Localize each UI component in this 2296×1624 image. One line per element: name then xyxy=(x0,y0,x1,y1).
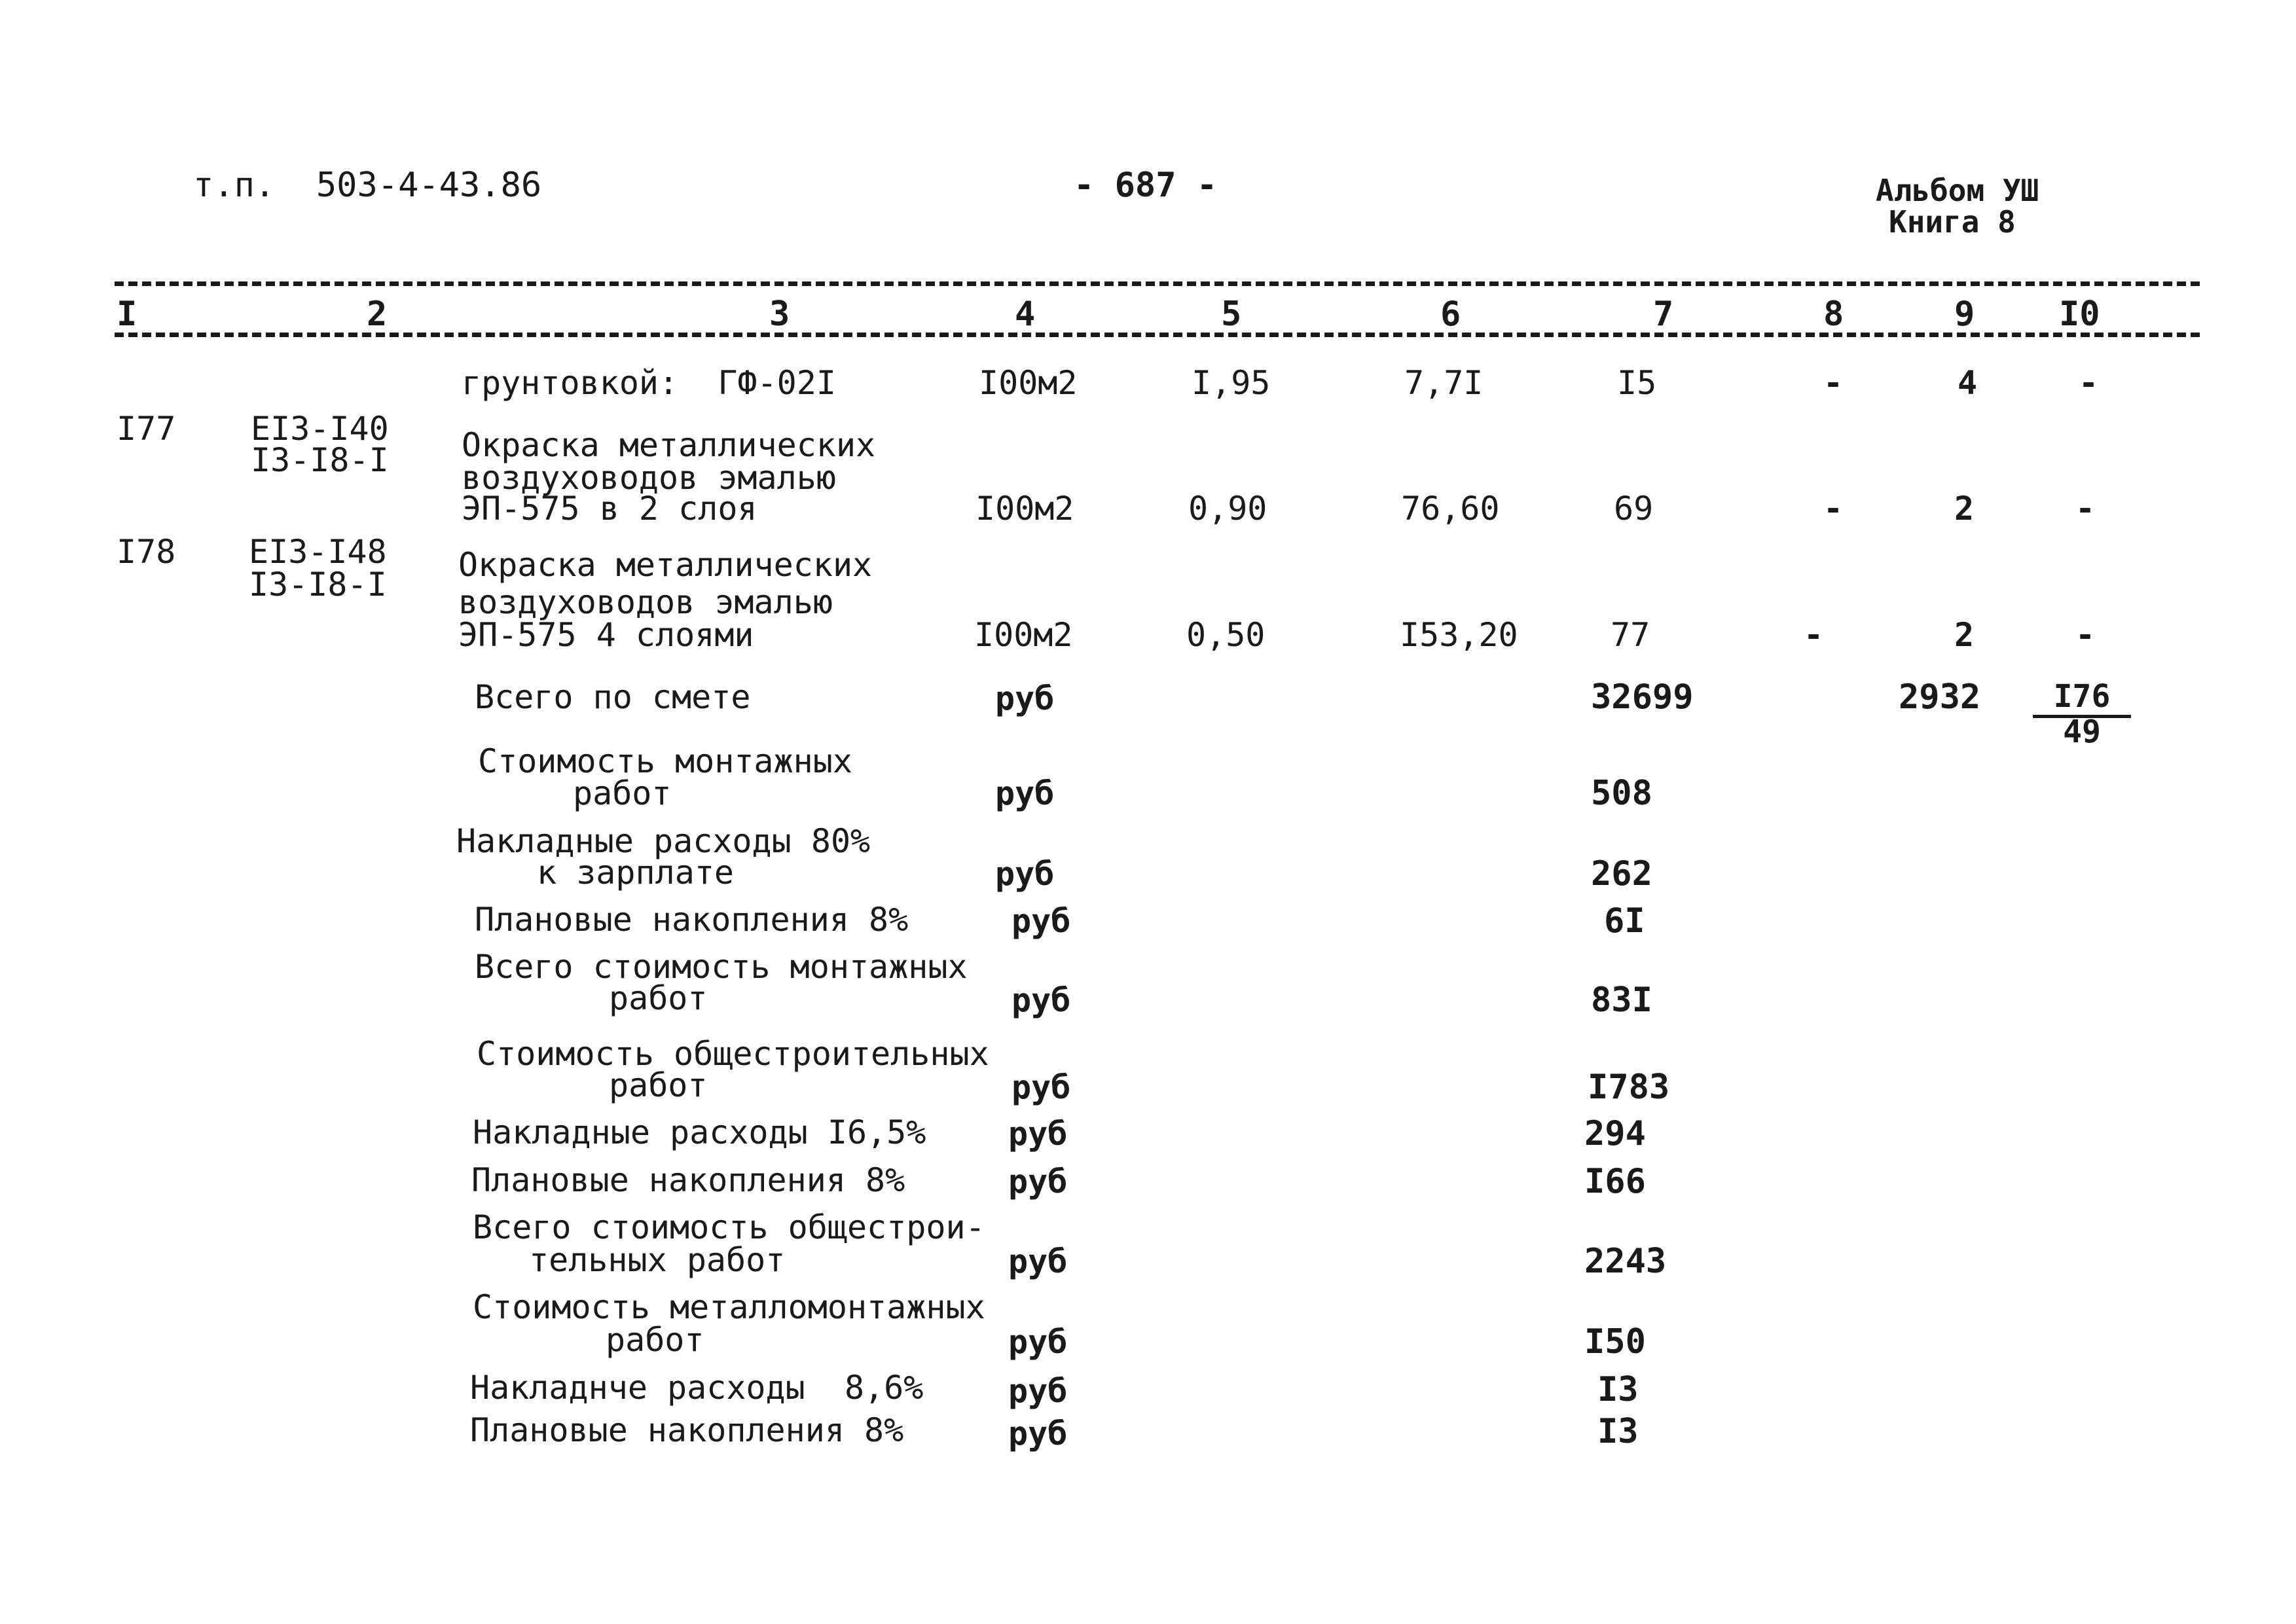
book-label: Книга 8 xyxy=(1889,204,2016,240)
summary2-unit: руб xyxy=(995,855,1055,893)
summary4-label-line2: работ xyxy=(609,979,708,1017)
summary4-label-line1: Всего стоимость монтажных xyxy=(475,948,968,986)
row0-qty: I,95 xyxy=(1192,364,1271,402)
summary4-col7: 83I xyxy=(1591,981,1652,1020)
row2-col10: - xyxy=(2075,616,2096,654)
summary2-label-line2: к зарплате xyxy=(537,854,735,892)
summary4-unit: руб xyxy=(1011,981,1071,1019)
row2-name-line3: ЭП-575 4 слоями xyxy=(458,616,754,654)
row2-price: I53,20 xyxy=(1400,616,1518,654)
summary6-label: Накладные расходы I6,5% xyxy=(473,1113,926,1151)
row1-col9: 2 xyxy=(1954,490,1975,528)
summary0-col10-denominator: 49 xyxy=(2063,713,2101,750)
row1-name-line3: ЭП-575 в 2 слоя xyxy=(462,490,757,528)
row1-col8: - xyxy=(1823,490,1844,528)
summary5-label-line1: Стоимость общестроительных xyxy=(477,1035,989,1073)
summary2-col7: 262 xyxy=(1591,854,1652,893)
row1-col10: - xyxy=(2075,490,2096,528)
col-header-10: I0 xyxy=(2059,295,2100,334)
col-header-1: I xyxy=(117,295,137,334)
row2-number: I78 xyxy=(117,533,176,571)
row1-total: 69 xyxy=(1614,490,1654,528)
summary8-label-line2: тельных работ xyxy=(529,1241,786,1279)
col-header-2: 2 xyxy=(367,295,388,334)
row1-unit: I00м2 xyxy=(975,490,1074,528)
row2-name-line1: Окраска металлических xyxy=(458,546,873,584)
row2-total: 77 xyxy=(1611,616,1650,654)
row0-col8: - xyxy=(1823,364,1844,402)
row0-unit: I00м2 xyxy=(979,364,1078,402)
row1-code1: EI3-I40 xyxy=(251,410,389,448)
header-bottom-rule xyxy=(115,333,2200,337)
summary7-label: Плановые накопления 8% xyxy=(471,1161,905,1199)
summary1-label-line1: Стоимость монтажных xyxy=(478,742,852,780)
summary0-col7: 32699 xyxy=(1591,677,1694,717)
summary8-label-line1: Всего стоимость общестрои- xyxy=(473,1208,985,1246)
summary5-col7: I783 xyxy=(1588,1068,1670,1107)
row1-name-line2: воздуховодов эмалью xyxy=(462,459,836,497)
summary6-col7: 294 xyxy=(1584,1114,1646,1153)
row2-code2: I3-I8-I xyxy=(249,566,387,604)
col-header-5: 5 xyxy=(1221,295,1242,334)
summary3-col7: 6I xyxy=(1604,901,1645,941)
summary0-col10-numerator: I76 xyxy=(2053,678,2111,715)
summary11-col7: I3 xyxy=(1597,1412,1639,1451)
summary3-unit: руб xyxy=(1011,902,1071,940)
summary6-unit: руб xyxy=(1008,1115,1068,1153)
document-code: т.п. 503-4-43.86 xyxy=(193,166,542,205)
summary0-col9: 2932 xyxy=(1899,677,1981,717)
col-header-8: 8 xyxy=(1823,295,1844,334)
summary11-label: Плановые накопления 8% xyxy=(470,1411,904,1449)
col-header-9: 9 xyxy=(1954,295,1975,334)
summary8-unit: руб xyxy=(1008,1242,1068,1280)
col-header-3: 3 xyxy=(769,295,790,334)
col-header-7: 7 xyxy=(1653,295,1674,334)
row1-number: I77 xyxy=(117,410,176,448)
summary0-label: Всего по смете xyxy=(475,678,751,716)
page-number: - 687 - xyxy=(1074,166,1218,205)
row2-qty: 0,50 xyxy=(1186,616,1266,654)
header-top-rule xyxy=(115,281,2200,286)
row1-price: 76,60 xyxy=(1401,490,1500,528)
summary9-col7: I50 xyxy=(1584,1322,1646,1362)
summary10-label: Накладнче расходы 8,6% xyxy=(470,1369,924,1407)
summary7-col7: I66 xyxy=(1584,1162,1646,1201)
summary3-label: Плановые накопления 8% xyxy=(475,901,909,939)
row1-name-line1: Окраска металлических xyxy=(462,426,876,464)
row0-total: I5 xyxy=(1617,364,1657,402)
summary8-col7: 2243 xyxy=(1584,1242,1667,1281)
row0-name: грунтовкой: ГФ-02I xyxy=(462,364,836,402)
summary9-label-line2: работ xyxy=(606,1321,704,1359)
summary1-unit: руб xyxy=(995,774,1055,812)
row0-col9: 4 xyxy=(1958,364,1978,402)
row2-col8: - xyxy=(1804,616,1824,654)
summary5-unit: руб xyxy=(1011,1068,1071,1106)
row2-name-line2: воздуховодов эмалью xyxy=(458,583,833,621)
row2-unit: I00м2 xyxy=(974,616,1073,654)
summary9-unit: руб xyxy=(1008,1323,1068,1361)
summary0-unit: руб xyxy=(995,679,1055,717)
summary11-unit: руб xyxy=(1008,1415,1068,1453)
row0-price: 7,7I xyxy=(1404,364,1484,402)
album-label: Альбом УШ xyxy=(1876,173,2039,208)
summary7-unit: руб xyxy=(1008,1163,1068,1200)
summary2-label-line1: Накладные расходы 80% xyxy=(456,822,871,860)
summary9-label-line1: Стоимость металломонтажных xyxy=(473,1288,985,1326)
summary5-label-line2: работ xyxy=(609,1066,708,1104)
summary1-col7: 508 xyxy=(1591,774,1652,813)
row2-col9: 2 xyxy=(1954,616,1975,654)
row1-code2: I3-I8-I xyxy=(251,441,389,479)
row2-code1: EI3-I48 xyxy=(249,533,387,571)
summary10-col7: I3 xyxy=(1597,1370,1639,1409)
summary10-unit: руб xyxy=(1008,1372,1068,1410)
summary1-label-line2: работ xyxy=(573,774,672,812)
row0-col10: - xyxy=(2079,364,2099,402)
row1-qty: 0,90 xyxy=(1188,490,1267,528)
col-header-6: 6 xyxy=(1440,295,1461,334)
col-header-4: 4 xyxy=(1015,295,1036,334)
